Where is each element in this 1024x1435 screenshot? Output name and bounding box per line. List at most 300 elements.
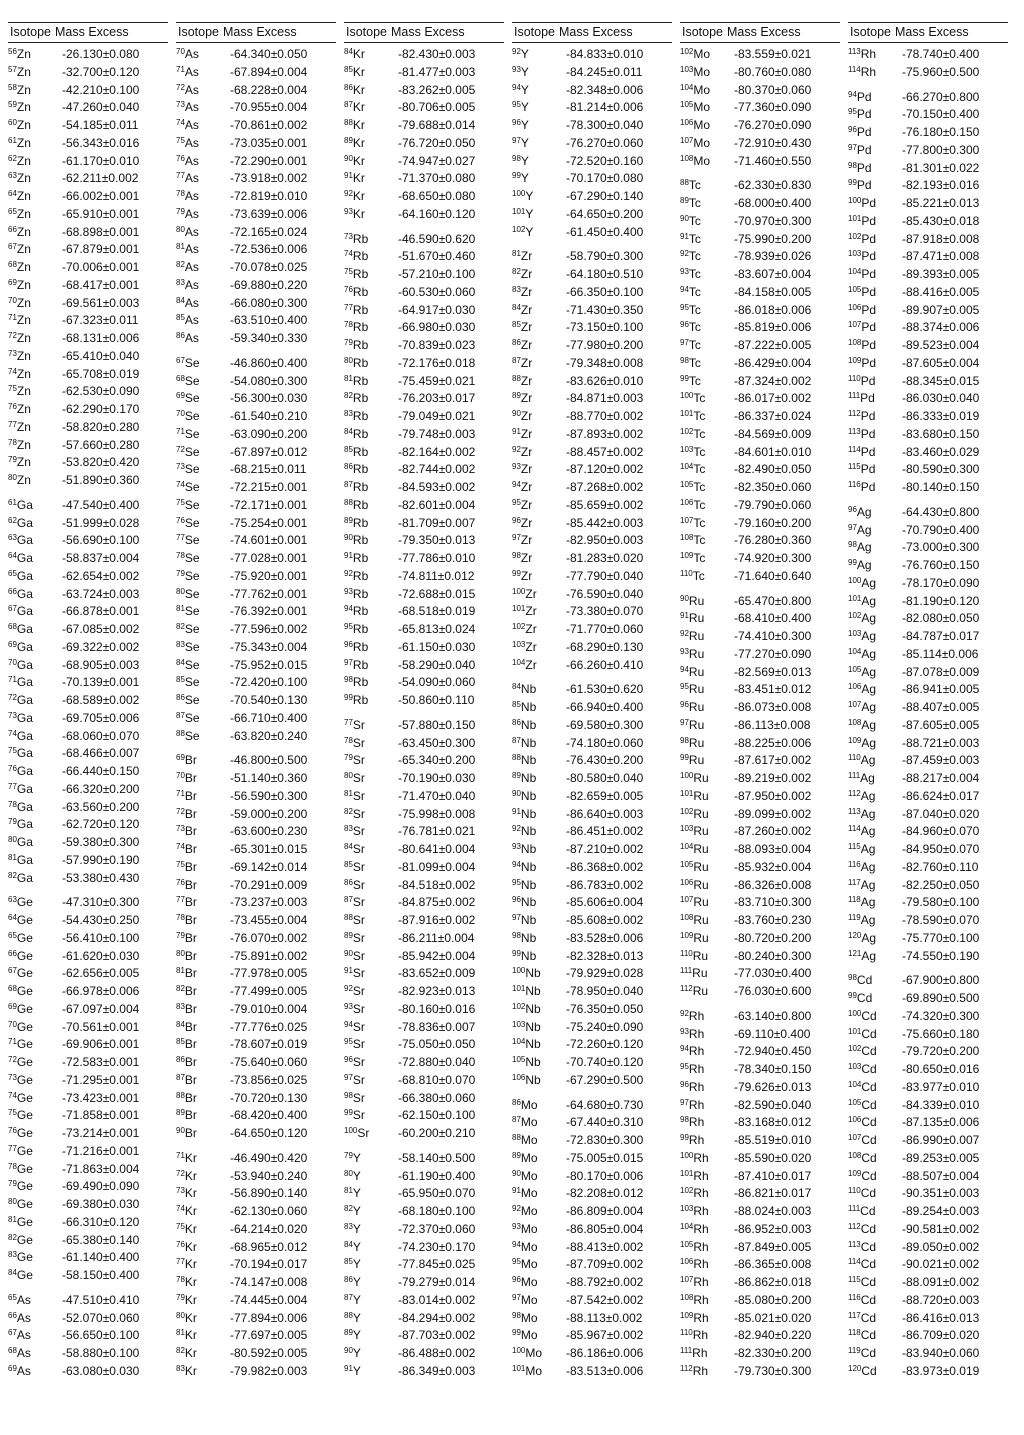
table-row bbox=[8, 99, 168, 117]
isotope-cell bbox=[8, 621, 62, 639]
mass-number: 87 bbox=[512, 1115, 521, 1125]
mass-excess-cell: -82.950±0.003 bbox=[566, 533, 644, 548]
table-row bbox=[344, 1125, 504, 1143]
table-row bbox=[848, 195, 1008, 213]
mass-excess-cell: -84.245±0.011 bbox=[566, 64, 643, 79]
mass-number: 76 bbox=[176, 1239, 185, 1249]
mass-number: 79 bbox=[8, 455, 17, 465]
mass-excess-cell: -78.950±0.040 bbox=[566, 984, 644, 998]
table-row bbox=[680, 444, 840, 462]
mass-number: 67 bbox=[8, 604, 17, 614]
mass-excess-cell: -67.894±0.004 bbox=[230, 64, 308, 79]
mass-excess-cell: -88.457±0.002 bbox=[566, 444, 644, 459]
element-symbol: Ge bbox=[16, 930, 33, 945]
table-row bbox=[512, 912, 672, 930]
table-row bbox=[848, 390, 1008, 408]
element-symbol: Br bbox=[184, 1090, 197, 1105]
mass-excess-cell: -64.650±0.200 bbox=[566, 206, 644, 221]
element-symbol: Rh bbox=[693, 1275, 709, 1289]
mass-excess-cell: -72.940±0.450 bbox=[734, 1044, 812, 1059]
element-symbol: Zn bbox=[16, 366, 31, 381]
mass-number: 81 bbox=[512, 249, 521, 259]
table-row bbox=[848, 948, 1008, 966]
mass-number: 90 bbox=[344, 153, 353, 163]
mass-excess-cell: -68.810±0.070 bbox=[398, 1072, 476, 1087]
table-row bbox=[344, 1327, 504, 1345]
mass-number: 102 bbox=[848, 1044, 862, 1054]
isotope-cell bbox=[848, 610, 902, 628]
isotope-cell bbox=[512, 532, 566, 550]
table-row bbox=[512, 170, 672, 188]
table-row bbox=[512, 135, 672, 153]
table-row bbox=[680, 948, 840, 966]
mass-number: 99 bbox=[680, 373, 689, 383]
mass-excess-cell: -52.070±0.060 bbox=[62, 1310, 140, 1325]
mass-excess-cell: -66.878±0.001 bbox=[62, 604, 140, 619]
table-row bbox=[344, 717, 504, 735]
mass-excess-cell: -88.507±0.004 bbox=[902, 1168, 980, 1183]
table-row bbox=[344, 1090, 504, 1108]
isotope-cell bbox=[176, 259, 230, 277]
table-row bbox=[176, 877, 336, 895]
element-symbol: Rb bbox=[352, 515, 369, 530]
table-row bbox=[176, 479, 336, 497]
mass-excess-cell: -79.350±0.013 bbox=[398, 533, 476, 548]
element-symbol: Rb bbox=[352, 639, 369, 654]
element-symbol: Ga bbox=[16, 693, 33, 707]
element-symbol: Rh bbox=[693, 1150, 709, 1165]
mass-number: 99 bbox=[848, 558, 857, 567]
mass-excess-cell: -68.905±0.003 bbox=[62, 657, 140, 672]
table-rows bbox=[512, 46, 672, 1381]
mass-excess-cell: -76.760±0.150 bbox=[902, 558, 980, 572]
table-row bbox=[176, 1036, 336, 1054]
mass-excess-cell: -87.324±0.002 bbox=[734, 373, 812, 388]
mass-number: 96 bbox=[680, 1079, 689, 1089]
mass-excess-cell: -83.760±0.230 bbox=[734, 913, 812, 927]
isotope-cell bbox=[848, 646, 902, 664]
table-row bbox=[176, 1256, 336, 1274]
mass-excess-cell: -69.890±0.500 bbox=[902, 991, 980, 1005]
table-row bbox=[680, 912, 840, 930]
isotope-cell bbox=[176, 710, 230, 728]
isotope-cell bbox=[512, 586, 566, 604]
table-row bbox=[680, 532, 840, 550]
mass-number: 81 bbox=[8, 852, 17, 862]
isotope-cell bbox=[512, 717, 566, 735]
element-symbol: Zn bbox=[16, 295, 31, 310]
mass-number: 78 bbox=[176, 189, 185, 198]
element-symbol: Cd bbox=[856, 973, 873, 988]
table-row bbox=[344, 302, 504, 320]
mass-excess-cell: -68.290±0.130 bbox=[566, 639, 644, 654]
mass-number: 88 bbox=[512, 1133, 521, 1142]
table-row bbox=[176, 1185, 336, 1203]
table-row bbox=[848, 752, 1008, 770]
element-symbol: Rh bbox=[692, 1328, 709, 1343]
table-row bbox=[176, 603, 336, 621]
mass-number: 95 bbox=[344, 1037, 353, 1047]
isotope-cell bbox=[848, 1310, 902, 1328]
mass-number: 61 bbox=[8, 135, 17, 145]
mass-excess-cell: -89.907±0.005 bbox=[902, 302, 980, 317]
table-row bbox=[512, 224, 672, 242]
isotope-cell bbox=[848, 841, 902, 859]
mass-excess-cell: -64.160±0.120 bbox=[398, 206, 476, 221]
element-symbol: Ru bbox=[693, 771, 709, 785]
mass-number: 74 bbox=[8, 366, 17, 376]
element-symbol: Zn bbox=[16, 331, 31, 345]
table-row bbox=[680, 717, 840, 735]
mass-excess-cell: -76.203±0.017 bbox=[398, 391, 476, 406]
table-row bbox=[344, 170, 504, 188]
element-symbol: Ru bbox=[693, 930, 709, 945]
mass-excess-cell: -87.268±0.002 bbox=[566, 480, 644, 494]
mass-excess-cell: -74.147±0.008 bbox=[230, 1275, 308, 1289]
element-group-gap bbox=[512, 1090, 672, 1097]
mass-number: 67 bbox=[176, 355, 185, 365]
element-symbol: Nb bbox=[520, 771, 537, 785]
table-row bbox=[848, 89, 1008, 107]
element-symbol: Ru bbox=[692, 948, 709, 963]
isotope-cell bbox=[344, 46, 398, 64]
mass-number: 76 bbox=[8, 764, 17, 773]
table-row bbox=[680, 841, 840, 859]
table-row bbox=[848, 1221, 1008, 1239]
mass-excess-cell: -47.310±0.300 bbox=[62, 895, 140, 910]
mass-excess-cell: -62.211±0.002 bbox=[62, 171, 139, 186]
mass-excess-cell: -84.339±0.010 bbox=[902, 1097, 980, 1112]
mass-excess-cell: -65.340±0.200 bbox=[398, 753, 476, 768]
mass-number: 98 bbox=[512, 930, 521, 940]
isotope-cell bbox=[176, 639, 230, 657]
mass-excess-cell: -79.688±0.014 bbox=[398, 118, 476, 132]
mass-excess-cell: -72.819±0.010 bbox=[230, 189, 308, 203]
mass-excess-cell: -79.720±0.200 bbox=[902, 1044, 980, 1059]
mass-number: 71 bbox=[176, 64, 185, 74]
mass-excess-cell: -86.862±0.018 bbox=[734, 1275, 812, 1289]
mass-excess-cell: -65.910±0.001 bbox=[62, 206, 140, 221]
mass-excess-cell: -85.221±0.013 bbox=[902, 196, 980, 210]
element-symbol: Zn bbox=[16, 64, 31, 79]
mass-number: 110 bbox=[848, 1186, 861, 1196]
table-row bbox=[176, 497, 336, 515]
isotope-cell bbox=[344, 461, 398, 479]
isotope-cell bbox=[8, 1249, 62, 1267]
element-symbol: Kr bbox=[352, 189, 365, 203]
isotope-cell bbox=[176, 355, 230, 373]
element-symbol: Zn bbox=[16, 313, 31, 328]
mass-number: 66 bbox=[8, 948, 17, 958]
isotope-cell bbox=[512, 1363, 566, 1381]
table-row bbox=[512, 248, 672, 266]
mass-number: 99 bbox=[512, 1328, 521, 1338]
table-row bbox=[680, 231, 840, 249]
element-symbol: Zn bbox=[16, 384, 31, 399]
table-row bbox=[8, 153, 168, 171]
isotope-cell bbox=[176, 841, 230, 859]
table-row bbox=[848, 1061, 1008, 1079]
table-row bbox=[344, 117, 504, 135]
mass-number: 83 bbox=[8, 1250, 17, 1260]
mass-number: 107 bbox=[848, 1133, 862, 1142]
mass-excess-cell: -80.650±0.016 bbox=[902, 1062, 980, 1076]
table-row bbox=[176, 1345, 336, 1363]
isotope-cell bbox=[680, 1327, 734, 1345]
element-symbol: Tc bbox=[693, 391, 706, 406]
mass-number: 63 bbox=[8, 171, 17, 181]
mass-number: 76 bbox=[176, 153, 185, 163]
table-row bbox=[848, 664, 1008, 682]
mass-excess-cell: -83.977±0.010 bbox=[902, 1079, 980, 1094]
element-symbol: Y bbox=[352, 1275, 361, 1289]
table-row bbox=[848, 177, 1008, 195]
table-column-4 bbox=[512, 22, 672, 1381]
table-rows bbox=[680, 46, 840, 1381]
table-row bbox=[344, 965, 504, 983]
mass-excess-header: Mass Excess bbox=[223, 25, 297, 39]
element-symbol: Br bbox=[184, 1037, 197, 1052]
table-row bbox=[8, 621, 168, 639]
table-row bbox=[680, 965, 840, 983]
mass-excess-cell: -63.820±0.240 bbox=[230, 728, 308, 743]
element-symbol: Rh bbox=[688, 1097, 705, 1112]
mass-excess-cell: -74.811±0.012 bbox=[398, 568, 475, 583]
mass-number: 90 bbox=[680, 593, 689, 603]
table-row bbox=[680, 930, 840, 948]
mass-excess-cell: -82.348±0.006 bbox=[566, 82, 644, 97]
element-symbol: Ag bbox=[856, 504, 872, 519]
table-row bbox=[176, 390, 336, 408]
mass-excess-cell: -84.833±0.010 bbox=[566, 47, 644, 61]
element-symbol: Tc bbox=[693, 551, 706, 565]
element-symbol: Rb bbox=[352, 568, 369, 583]
isotope-cell bbox=[8, 965, 62, 983]
isotope-cell bbox=[8, 383, 62, 401]
table-row bbox=[512, 788, 672, 806]
element-symbol: Se bbox=[184, 444, 200, 459]
table-row bbox=[344, 1203, 504, 1221]
element-symbol: Zn bbox=[16, 206, 31, 221]
mass-excess-cell: -82.940±0.220 bbox=[734, 1328, 812, 1343]
element-symbol: Zr bbox=[520, 462, 533, 477]
element-symbol: Rb bbox=[352, 267, 369, 281]
table-row bbox=[680, 1132, 840, 1150]
element-symbol: Nb bbox=[520, 877, 537, 892]
element-symbol: Pd bbox=[860, 480, 876, 494]
isotope-cell bbox=[512, 1114, 566, 1132]
mass-excess-cell: -86.805±0.004 bbox=[566, 1221, 644, 1236]
mass-excess-cell: -90.021±0.002 bbox=[902, 1257, 980, 1272]
element-symbol: Ru bbox=[688, 753, 705, 768]
element-symbol: Br bbox=[184, 966, 197, 981]
isotope-cell bbox=[512, 841, 566, 859]
isotope-cell bbox=[848, 788, 902, 806]
isotope-cell bbox=[680, 1221, 734, 1239]
element-symbol: Zr bbox=[525, 586, 537, 601]
mass-excess-cell: -53.380±0.430 bbox=[62, 870, 140, 885]
element-symbol: Rh bbox=[860, 47, 877, 61]
mass-excess-cell: -79.626±0.013 bbox=[734, 1079, 812, 1094]
isotope-header: Isotope bbox=[178, 25, 220, 39]
mass-excess-cell: -63.140±0.800 bbox=[734, 1008, 812, 1023]
mass-number: 81 bbox=[344, 1186, 353, 1196]
mass-excess-cell: -72.370±0.060 bbox=[398, 1221, 476, 1236]
mass-excess-cell: -50.860±0.110 bbox=[398, 693, 475, 707]
mass-number: 94 bbox=[680, 284, 689, 294]
isotope-cell bbox=[8, 834, 62, 852]
table-row bbox=[848, 522, 1008, 540]
mass-number: 99 bbox=[512, 568, 521, 578]
isotope-cell bbox=[848, 699, 902, 717]
mass-excess-cell: -86.337±0.024 bbox=[734, 409, 812, 423]
mass-excess-cell: -88.407±0.005 bbox=[902, 700, 980, 714]
element-symbol: Tc bbox=[688, 196, 701, 210]
mass-excess-cell: -60.200±0.210 bbox=[398, 1126, 476, 1140]
isotope-cell bbox=[8, 1054, 62, 1072]
element-symbol: Rh bbox=[688, 1044, 705, 1059]
isotope-cell bbox=[8, 312, 62, 330]
table-row bbox=[848, 444, 1008, 462]
mass-number: 92 bbox=[512, 1204, 521, 1213]
element-symbol: Ru bbox=[688, 682, 705, 697]
table-row bbox=[344, 692, 504, 710]
isotope-cell bbox=[176, 1185, 230, 1203]
element-symbol: Ge bbox=[16, 1250, 33, 1265]
element-symbol: Tc bbox=[693, 409, 706, 423]
mass-excess-cell: -81.477±0.003 bbox=[398, 64, 476, 79]
mass-number: 115 bbox=[848, 462, 861, 472]
table-row bbox=[176, 912, 336, 930]
table-row bbox=[512, 1345, 672, 1363]
mass-number: 84 bbox=[344, 842, 353, 851]
isotope-cell bbox=[344, 373, 398, 391]
mass-number: 112 bbox=[848, 1221, 861, 1231]
table-row bbox=[680, 408, 840, 426]
table-row bbox=[8, 568, 168, 586]
mass-excess-cell: -76.270±0.090 bbox=[734, 118, 812, 132]
isotope-cell bbox=[176, 674, 230, 692]
element-symbol: Sr bbox=[352, 806, 365, 821]
mass-number: 106 bbox=[680, 877, 694, 887]
table-row bbox=[8, 710, 168, 728]
element-symbol: Cd bbox=[860, 1186, 877, 1201]
table-row bbox=[176, 99, 336, 117]
element-symbol: Kr bbox=[352, 153, 365, 168]
column-header bbox=[344, 22, 504, 43]
element-symbol: Ag bbox=[861, 646, 877, 661]
mass-excess-cell: -53.940±0.240 bbox=[230, 1168, 308, 1183]
table-row bbox=[512, 1019, 672, 1037]
mass-number: 109 bbox=[680, 1310, 694, 1320]
element-symbol: Tc bbox=[693, 533, 706, 548]
isotope-cell bbox=[176, 117, 230, 135]
mass-number: 95 bbox=[344, 622, 353, 631]
isotope-cell bbox=[176, 1345, 230, 1363]
table-row bbox=[512, 717, 672, 735]
mass-excess-cell: -70.150±0.400 bbox=[902, 107, 980, 122]
isotope-cell bbox=[848, 444, 902, 462]
isotope-cell bbox=[344, 153, 398, 171]
mass-number: 117 bbox=[848, 877, 861, 887]
table-row bbox=[8, 1161, 168, 1179]
mass-excess-cell: -84.950±0.070 bbox=[902, 842, 980, 856]
table-row bbox=[680, 1239, 840, 1257]
isotope-cell bbox=[176, 728, 230, 746]
mass-excess-cell: -76.280±0.360 bbox=[734, 533, 812, 548]
mass-number: 88 bbox=[344, 497, 353, 507]
element-symbol: Se bbox=[184, 533, 200, 548]
element-symbol: Mo bbox=[693, 118, 711, 132]
isotope-cell bbox=[848, 752, 902, 770]
element-symbol: Pd bbox=[861, 231, 877, 246]
mass-number: 69 bbox=[8, 1363, 17, 1373]
element-symbol: Ga bbox=[16, 639, 33, 654]
element-symbol: As bbox=[184, 295, 199, 310]
element-group-gap bbox=[512, 241, 672, 248]
mass-number: 102 bbox=[680, 47, 694, 56]
isotope-cell bbox=[848, 990, 902, 1008]
mass-excess-cell: -51.670±0.460 bbox=[398, 249, 476, 264]
isotope-cell bbox=[680, 681, 734, 699]
mass-number: 93 bbox=[344, 206, 353, 216]
mass-number: 81 bbox=[344, 788, 353, 798]
isotope-cell bbox=[8, 348, 62, 366]
element-symbol: Rh bbox=[860, 64, 877, 79]
isotope-cell bbox=[512, 657, 566, 675]
element-symbol: Mo bbox=[520, 1257, 538, 1272]
mass-excess-cell: -78.740±0.400 bbox=[902, 47, 980, 61]
element-symbol: Nb bbox=[525, 1037, 541, 1052]
table-row bbox=[344, 752, 504, 770]
element-symbol: Pd bbox=[860, 426, 876, 441]
element-group-gap bbox=[344, 1143, 504, 1150]
element-symbol: Se bbox=[184, 355, 200, 370]
isotope-cell bbox=[848, 1114, 902, 1132]
mass-excess-cell: -68.131±0.006 bbox=[62, 331, 140, 345]
mass-excess-cell: -57.990±0.190 bbox=[62, 852, 140, 867]
element-symbol: Ge bbox=[16, 1179, 33, 1194]
table-row bbox=[848, 646, 1008, 664]
mass-number: 89 bbox=[344, 1328, 353, 1338]
mass-excess-cell: -68.000±0.400 bbox=[734, 196, 812, 210]
mass-number: 84 bbox=[176, 1019, 185, 1029]
mass-excess-cell: -61.620±0.030 bbox=[62, 948, 140, 963]
mass-number: 64 bbox=[8, 189, 17, 198]
mass-excess-cell: -82.328±0.013 bbox=[566, 948, 644, 963]
mass-number: 103 bbox=[512, 639, 526, 649]
mass-excess-cell: -68.589±0.002 bbox=[62, 693, 140, 707]
element-symbol: As bbox=[184, 206, 199, 221]
mass-excess-cell: -84.593±0.002 bbox=[398, 480, 476, 494]
mass-excess-cell: -69.580±0.300 bbox=[566, 717, 644, 732]
mass-number: 105 bbox=[848, 284, 862, 294]
isotope-cell bbox=[8, 894, 62, 912]
isotope-cell bbox=[512, 1221, 566, 1239]
mass-number: 102 bbox=[848, 611, 862, 621]
table-row bbox=[344, 497, 504, 515]
element-symbol: Mo bbox=[693, 100, 711, 115]
isotope-cell bbox=[344, 983, 398, 1001]
mass-number: 75 bbox=[344, 267, 353, 276]
element-symbol: Tc bbox=[688, 320, 701, 335]
table-row bbox=[680, 646, 840, 664]
element-symbol: Mo bbox=[520, 1275, 538, 1289]
mass-number: 85 bbox=[176, 1037, 185, 1047]
isotope-cell bbox=[512, 983, 566, 1001]
isotope-cell bbox=[512, 426, 566, 444]
mass-number: 97 bbox=[512, 1292, 521, 1302]
